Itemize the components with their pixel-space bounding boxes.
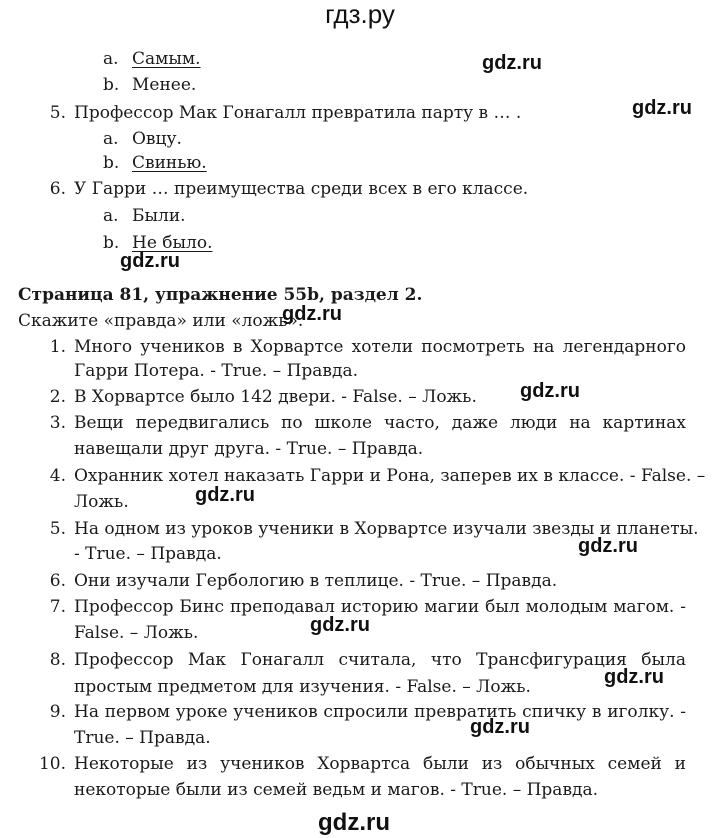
option-answer: Свинью. [132,153,207,173]
question-number: 5. [49,103,66,123]
item-number: 2. [49,387,66,407]
option-answer: Не было. [132,233,213,253]
item-number: 8. [49,650,66,670]
option-text: Овцу. [132,129,182,149]
watermark-text: gdz.ru [310,614,370,636]
watermark-text: gdz.ru [482,52,542,74]
watermark-text: gdz.ru [282,303,342,325]
item-number: 4. [49,466,66,486]
item-text-line: На первом уроке учеников спросили превратить спичку в иголку. - [74,702,686,722]
watermark-text: gdz.ru [120,250,180,272]
item-number: 9. [49,702,66,722]
item-number: 6. [49,571,66,591]
option-text: Менее. [132,75,197,95]
watermark-text: gdz.ru [470,716,530,738]
watermark-text: gdz.ru [604,666,664,688]
option-answer: Самым. [132,49,201,69]
item-text-line: Ложь. [74,492,129,512]
item-number: 5. [49,519,66,539]
section-heading: Страница 81, упражнение 55b, раздел 2. [18,285,423,305]
item-number: 10. [38,754,66,774]
item-text-line: навещали друг друга. - True. – Правда. [74,439,424,459]
question-text: У Гарри … преимущества среди всех в его классе. [74,179,529,199]
item-number: 1. [49,337,66,357]
item-text-line: простым предметом для изучения. - False. – Ложь. [74,677,531,697]
item-number: 3. [49,413,66,433]
option-letter: b. [103,233,120,253]
watermark-text: gdz.ru [195,484,255,506]
watermark-text: gdz.ru [578,535,638,557]
option-letter: a. [103,206,119,226]
item-number: 7. [49,597,66,617]
item-text-line: True. – Правда. [74,728,211,748]
option-text: Были. [132,206,186,226]
item-text-line: - True. – Правда. [74,544,222,564]
question-text: Профессор Мак Гонагалл превратила парту в … . [74,103,522,123]
item-text-line: Много учеников в Хорвартсе хотели посмотреть на легендарного [74,337,686,357]
item-text-line: False. – Ложь. [74,623,199,643]
item-text-line: На одном из уроков ученики в Хорвартсе изучали звезды и планеты. [74,519,699,539]
item-text-line: Профессор Мак Гонагалл считала, что Трансфигурация была [74,650,686,670]
item-text-line: Гарри Потера. - True. – Правда. [74,361,358,381]
option-letter: b. [103,75,120,95]
watermark-text: gdz.ru [632,97,692,119]
site-title-watermark: гдз.ру [325,0,395,29]
item-text-line: Некоторые из учеников Хорвартса были из обычных семей и [74,754,686,774]
item-text-line: Профессор Бинс преподавал историю магии был молодым магом. - [74,597,686,617]
instruction-text: Скажите «правда» или «ложь». [18,311,304,331]
option-letter: a. [103,129,119,149]
question-number: 6. [49,179,66,199]
item-text-line: В Хорвартсе было 142 двери. - False. – Ложь. [74,387,477,407]
item-text-line: Охранник хотел наказать Гарри и Рона, заперев их в классе. - False. – [74,466,706,486]
watermark-text: gdz.ru [318,809,390,836]
option-letter: b. [103,153,120,173]
option-letter: a. [103,49,119,69]
watermark-text: gdz.ru [520,380,580,402]
item-text-line: Вещи передвигались по школе часто, даже люди на картинах [74,413,686,433]
item-text-line: некоторые были из семей ведьм и магов. - True. – Правда. [74,780,599,800]
item-text-line: Они изучали Гербологию в теплице. - True. – Правда. [74,571,558,591]
